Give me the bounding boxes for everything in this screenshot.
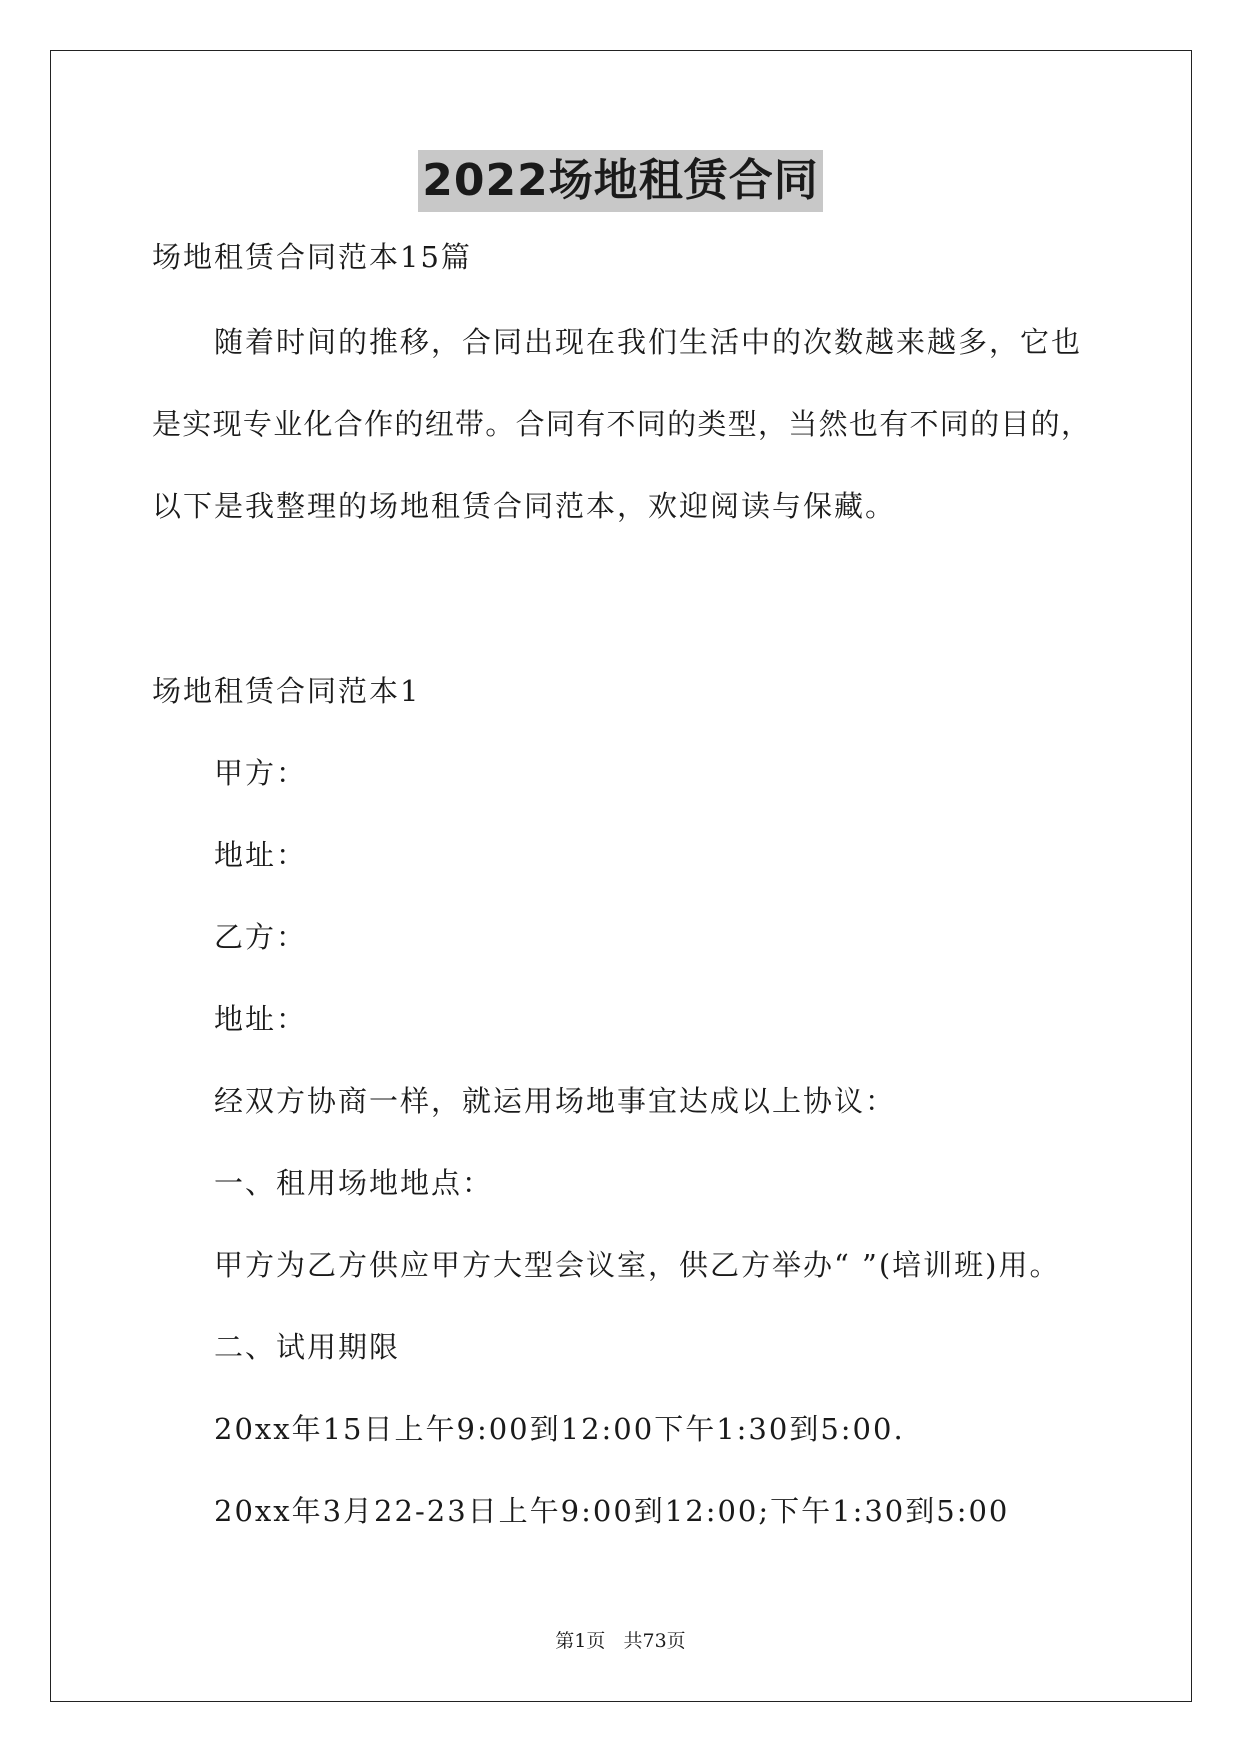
document-title: 2022场地租赁合同: [418, 150, 822, 212]
party-b-label: 乙方：: [214, 920, 308, 954]
clause-1-heading: 一、租用场地地点：: [214, 1166, 494, 1200]
party-a-label: 甲方：: [214, 756, 308, 790]
agreement-line: 经双方协商一样，就运用场地事宜达成以上协议：: [214, 1084, 897, 1118]
section-heading-1: 场地租赁合同范本1: [152, 674, 421, 708]
intro-line-3: 以下是我整理的场地租赁合同范本，欢迎阅读与保藏。: [152, 489, 897, 523]
party-a-address-label: 地址：: [214, 838, 308, 872]
clause-2-heading: 二、试用期限: [214, 1330, 401, 1364]
party-b-address-label: 地址：: [214, 1002, 308, 1036]
subtitle-line: 场地租赁合同范本15篇: [152, 240, 472, 274]
clause-1-body: 甲方为乙方供应甲方大型会议室，供乙方举办“ ”(培训班)用。: [214, 1248, 1061, 1282]
schedule-line-1: 20xx年15日上午9:00到12:00下午1:30到5:00.: [214, 1412, 905, 1446]
schedule-line-2: 20xx年3月22-23日上午9:00到12:00;下午1:30到5:00: [214, 1494, 1010, 1528]
intro-line-1: 随着时间的推移，合同出现在我们生活中的次数越来越多，它也: [214, 325, 1083, 359]
title-container: [0, 150, 1241, 212]
page-footer: 第1页 共73页: [555, 1630, 686, 1652]
page-border: [50, 50, 1192, 1702]
intro-line-2: 是实现专业化合作的纽带。合同有不同的类型，当然也有不同的目的，: [152, 407, 1090, 441]
